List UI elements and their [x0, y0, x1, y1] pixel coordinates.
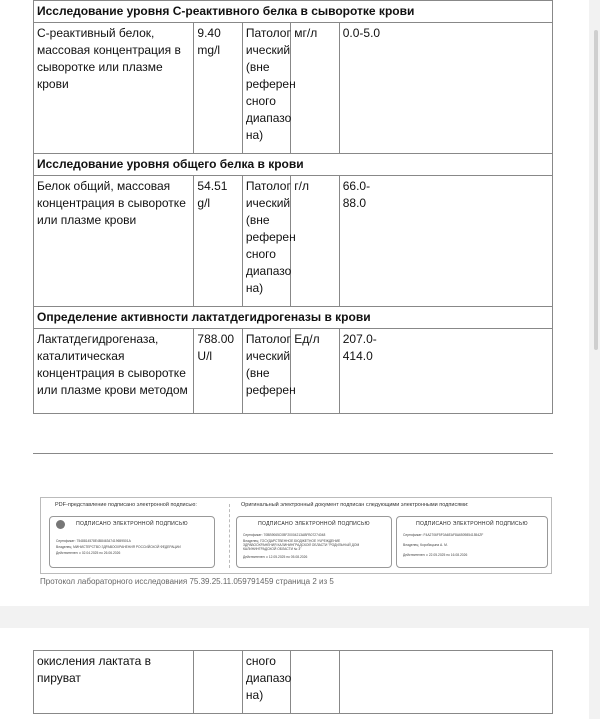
- section-header-row: [34, 307, 553, 329]
- cell-text-line: U/l: [197, 349, 213, 363]
- cell-text-line: 9.40: [197, 26, 221, 40]
- scrollbar[interactable]: [594, 30, 598, 350]
- section-title: Определение активности лактатдегидрогеназы в крови: [34, 307, 553, 329]
- cell-text-line: референ: [245, 383, 296, 397]
- results-table: [33, 0, 553, 414]
- table-row: [34, 176, 553, 307]
- cell-text-line: С-реактивный белок,: [37, 26, 155, 40]
- result-flag-cell: [242, 176, 296, 307]
- protocol-footer: Протокол лабораторного исследования 75.39.25.11.059791459 страница 2 из 5: [40, 577, 334, 586]
- certificate-line: Сертификат: 7548814578E4B846347419659501A: [56, 539, 131, 543]
- cell-text-line: референ: [245, 230, 296, 244]
- unit-cell: Ед/л: [291, 329, 339, 414]
- validity-line: Действителен: с 12.05.2025 по 05.08.2026: [243, 555, 308, 559]
- cell-text-line: Патолог: [245, 179, 291, 193]
- owner-line-2: ЗДРАВООХРАНЕНИЯ КАЛИНИНГРАДСКОЙ ОБЛАСТИ "РОДИЛЬНЫЙ ДОМ: [243, 543, 360, 547]
- cell-text-line: диапазо: [245, 111, 292, 125]
- result-value-cell: [194, 329, 242, 414]
- unit-cell: мг/л: [291, 23, 339, 154]
- reference-range-cell: [339, 176, 552, 307]
- signature-card-title: ПОДПИСАНО ЭЛЕКТРОННОЙ ПОДПИСЬЮ: [416, 521, 528, 527]
- cell-text-line: на): [245, 281, 264, 295]
- section-header-row: [34, 1, 553, 23]
- cell-text-line: диапазо: [245, 671, 292, 685]
- certificate-line: Сертификат: F4A2706F5F0A6EAF8A65098541554ZF: [403, 533, 484, 537]
- analyte-name-cell: [34, 329, 194, 414]
- cell-text-line: Лактатдегидрогеназа,: [37, 332, 159, 346]
- signature-card-title: ПОДПИСАНО ЭЛЕКТРОННОЙ ПОДПИСЬЮ: [76, 521, 188, 527]
- cell-text-line: крови: [37, 77, 69, 91]
- cell-text-line: Патолог: [245, 26, 291, 40]
- cell-text-line: на): [245, 688, 264, 702]
- reference-range-cell: [339, 651, 552, 714]
- analyte-name-cell: [34, 176, 194, 307]
- analyte-name-cell: [34, 651, 194, 714]
- owner-line: Владелец: ГОСУДАРСТВЕННОЕ БЮДЖЕТНОЕ УЧРЕЖДЕНИЕ: [243, 539, 341, 543]
- cell-text-line: ический: [245, 43, 291, 57]
- result-value-cell: [194, 176, 242, 307]
- unit-cell: г/л: [291, 176, 339, 307]
- report-page-3: [0, 628, 589, 719]
- result-value-cell: [194, 23, 242, 154]
- original-signature-header: Оригинальный электронный документ подписан следующими электронными подписями:: [241, 502, 469, 508]
- cell-text-line: сного: [245, 247, 276, 261]
- table-row: [34, 329, 553, 414]
- owner-line: Владелец: МИНИСТЕРСТВО ЗДРАВООХРАНЕНИЯ РОССИЙСКОЙ ФЕДЕРАЦИИ: [56, 545, 181, 549]
- cell-text-line: на): [245, 128, 264, 142]
- signature-card-doctor: [396, 516, 548, 568]
- cell-text-line: (вне: [245, 213, 270, 227]
- owner-line-3: КАЛИНИНГРАДСКОЙ ОБЛАСТИ № 3": [243, 547, 302, 551]
- cell-text-line: концентрация в сыворотке: [37, 366, 186, 380]
- cell-text-line: 88.0: [342, 196, 367, 210]
- signature-card-title: ПОДПИСАНО ЭЛЕКТРОННОЙ ПОДПИСЬЮ: [258, 521, 370, 527]
- cell-text-line: диапазо: [245, 264, 292, 278]
- pdf-signature-header: PDF-представление подписано электронной подписью:: [55, 502, 197, 508]
- cell-text-line: пируват: [37, 671, 81, 685]
- cell-text-line: 788.00: [197, 332, 235, 346]
- section-header-row: [34, 154, 553, 176]
- results-table-continued: [33, 650, 553, 714]
- cell-text-line: (вне: [245, 366, 270, 380]
- result-flag-cell: [242, 329, 296, 414]
- cell-text-line: или плазме крови методом: [37, 383, 188, 397]
- cell-text-line: (вне: [245, 60, 270, 74]
- owner-line: Владелец: Коробицына А. М.: [403, 543, 448, 547]
- cell-text-line: Белок общий, массовая: [37, 179, 171, 193]
- section-title: Исследование уровня С-реактивного белка в сыворотке крови: [34, 1, 553, 23]
- validity-line: Действителен: с 02.04.2025 по 26.06.2026: [56, 551, 121, 555]
- result-flag-cell: [242, 23, 296, 154]
- cell-text-line: 54.51 g/l: [197, 179, 228, 210]
- certificate-line: Сертификат: 70BB9065C0BF20004213ABFB07274048: [243, 533, 326, 537]
- cell-text-line: концентрация в сыворотке: [37, 196, 186, 210]
- cell-text-line: 207.0-: [342, 332, 377, 346]
- cell-text-line: сного: [245, 654, 276, 668]
- electronic-signature-block: [40, 497, 552, 574]
- cell-text-line: сного: [245, 94, 276, 108]
- table-row: [34, 23, 553, 154]
- cell-text-line: mg/l: [197, 43, 221, 57]
- validity-line: Действителен: с 22.05.2025 по 16.08.2026: [403, 553, 468, 557]
- cell-text-line: сыворотке или плазме: [37, 60, 163, 74]
- cell-text-line: 66.0-: [342, 179, 371, 193]
- signature-card-ministry: [49, 516, 215, 568]
- cell-text-line: массовая концентрация в: [37, 43, 181, 57]
- section-title: Исследование уровня общего белка в крови: [34, 154, 553, 176]
- cell-text-line: Патолог: [245, 332, 291, 346]
- cell-text-line: ический: [245, 349, 291, 363]
- unit-cell: [291, 651, 339, 714]
- analyte-name-cell: [34, 23, 194, 154]
- table-row: [34, 651, 553, 714]
- result-value-cell: [194, 651, 242, 714]
- cell-text-line: каталитическая: [37, 349, 125, 363]
- cell-text-line: или плазме крови: [37, 213, 137, 227]
- cell-text-line: ический: [245, 196, 291, 210]
- page-bottom-rule: [33, 453, 553, 454]
- cell-text-line: 414.0: [342, 349, 373, 363]
- cell-text-line: 0.0-5.0: [342, 26, 381, 40]
- reference-range-cell: [339, 23, 552, 154]
- signature-card-hospital: [236, 516, 392, 568]
- result-flag-cell: [242, 651, 290, 714]
- reference-range-cell: [339, 329, 552, 414]
- cell-text-line: референ: [245, 77, 296, 91]
- cell-text-line: окисления лактата в: [37, 654, 152, 668]
- signature-divider: [229, 504, 231, 568]
